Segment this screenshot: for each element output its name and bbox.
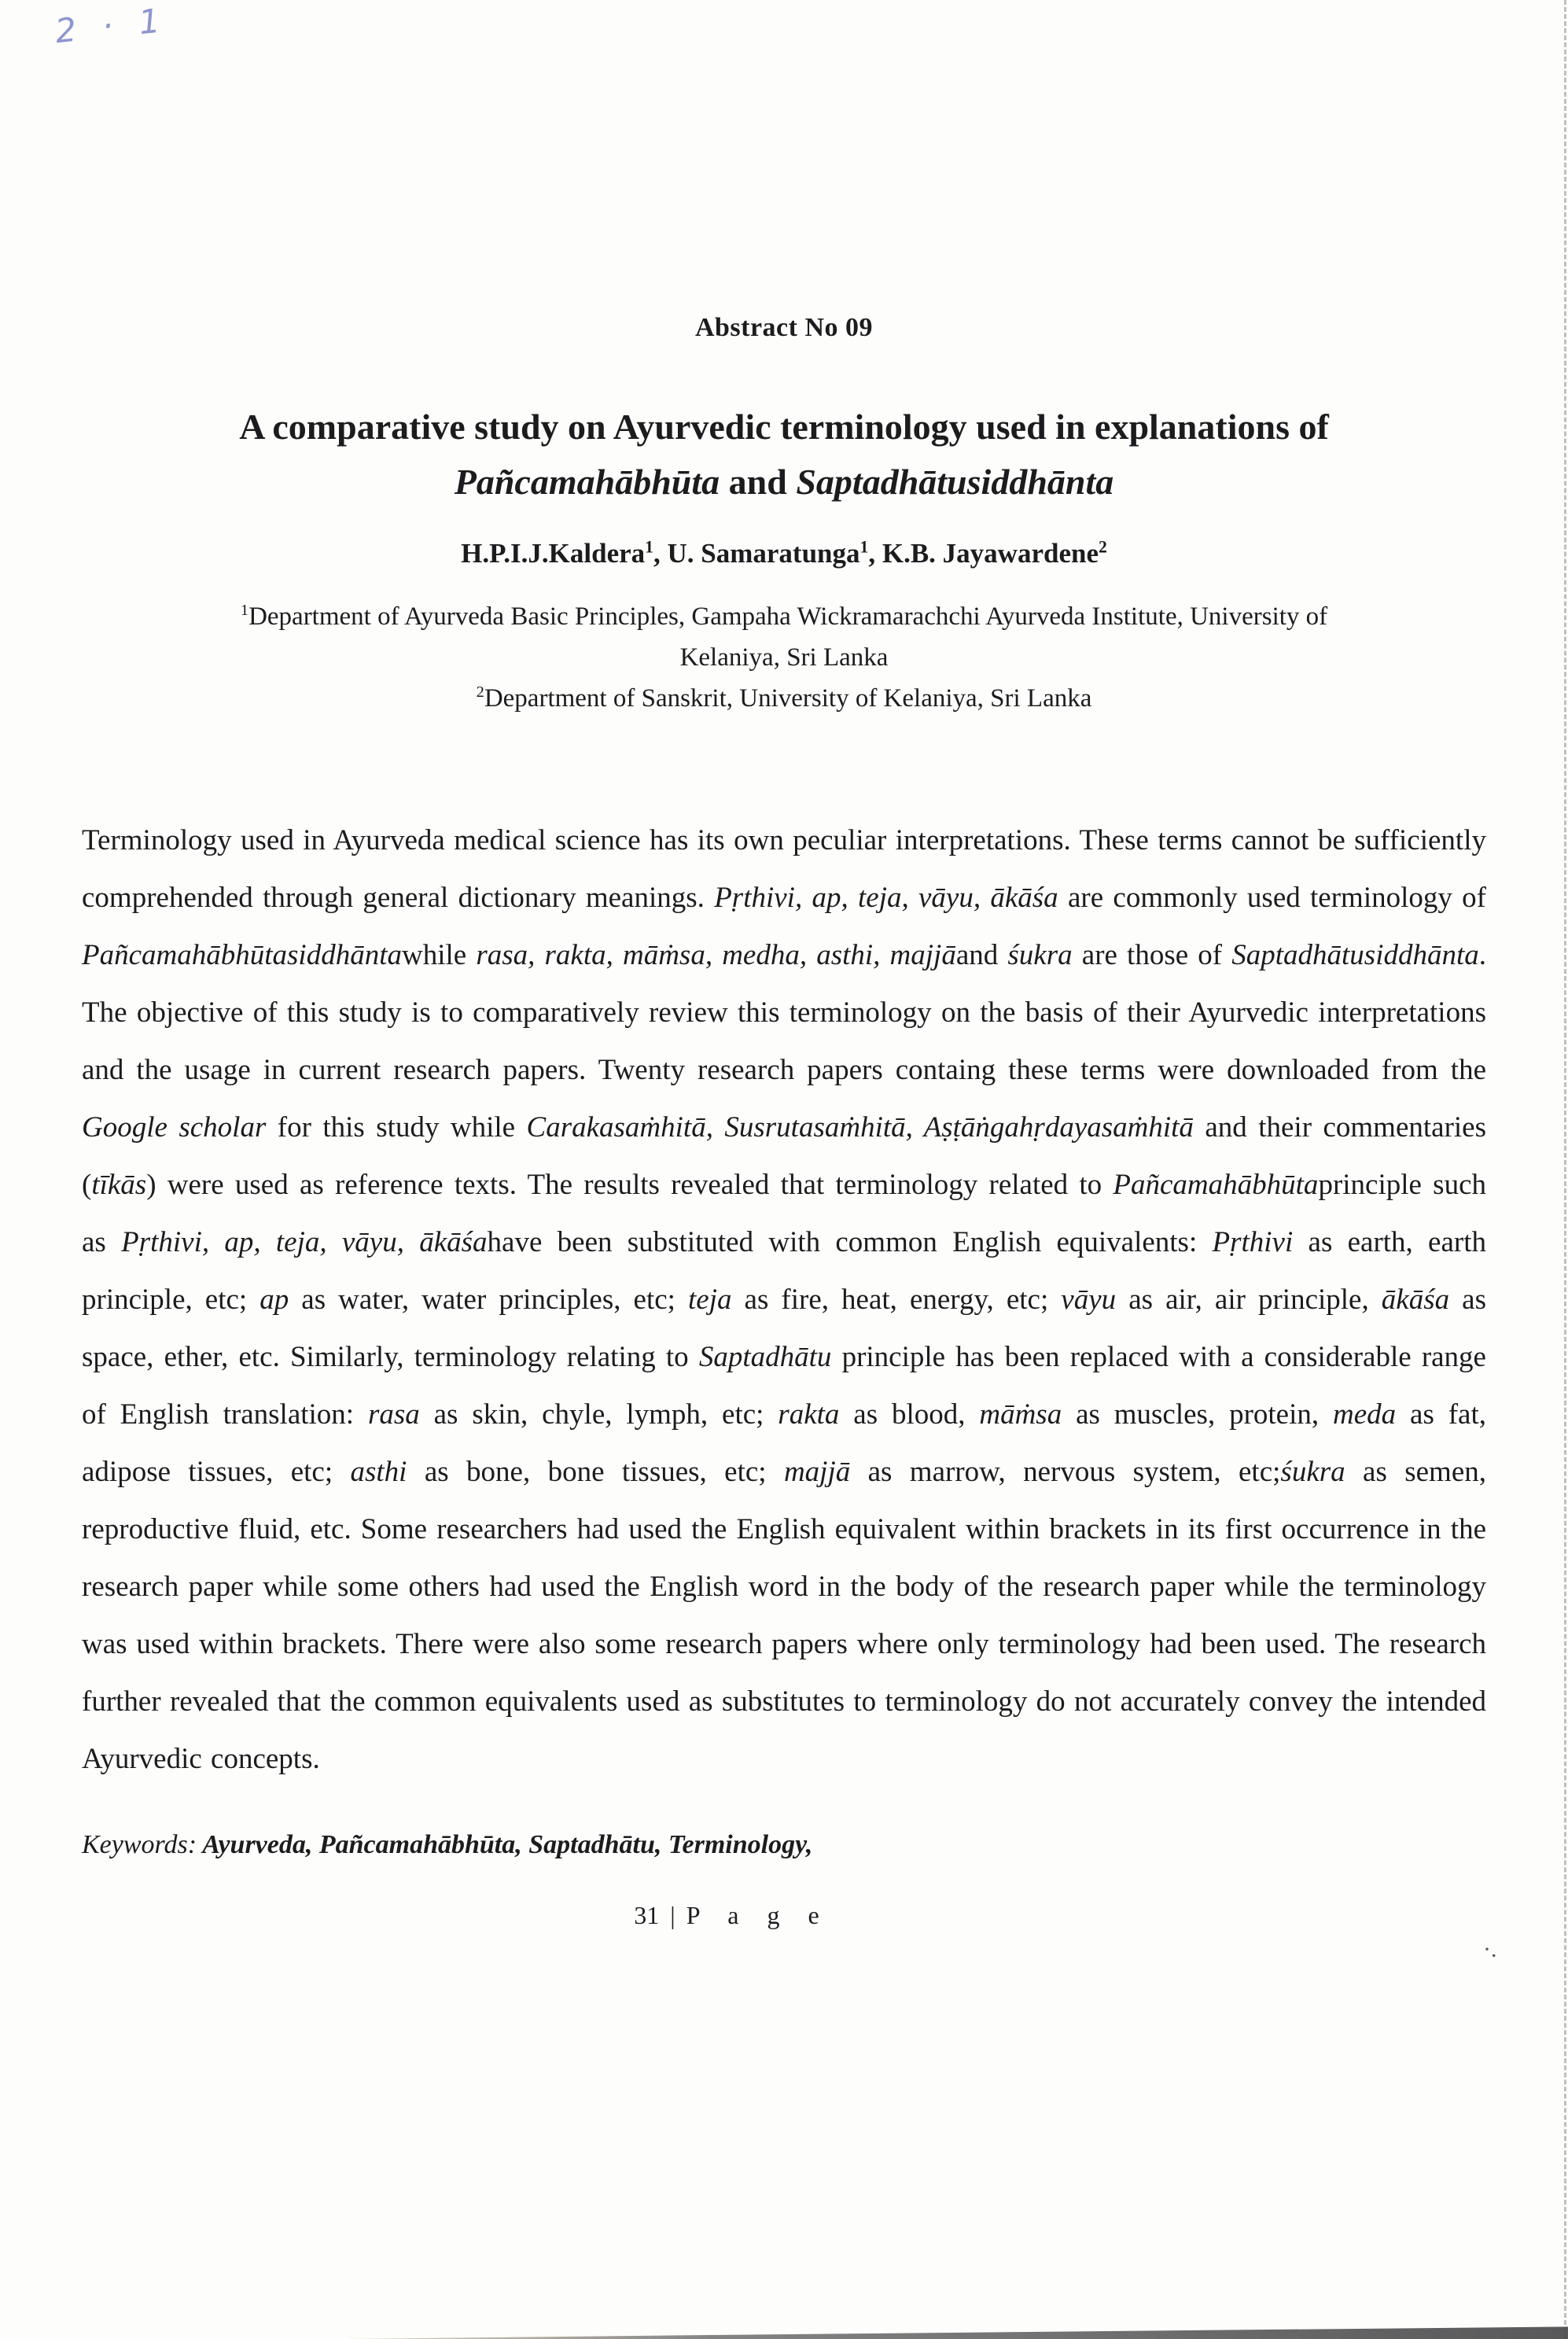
authors-line: H.P.I.J.Kaldera$^1$, U. Samaratunga$^1$, K.B. Jayawardene$^2$ <box>461 537 1107 569</box>
keywords-label: Keywords: <box>82 1830 197 1859</box>
scan-edge-artifact-right <box>1564 0 1566 2339</box>
footer-separator: | <box>670 1901 675 1929</box>
keywords-line <box>82 1830 1486 1860</box>
page-number: 31 <box>634 1901 660 1929</box>
page-footer <box>0 1901 1516 1930</box>
scan-edge-artifact-bottom <box>346 2326 1568 2339</box>
paper-title: A comparative study on Ayurvedic terminology used in explanations of Pañcamahābhūta and Saptadhātusiddhānta <box>239 407 1329 502</box>
stray-pen-mark: ·. <box>1483 1936 1497 1962</box>
abstract-number-heading: Abstract No 09 <box>694 313 874 342</box>
handwritten-annotation: 2 · 1 <box>53 0 170 51</box>
footer-page-word: P a g e <box>686 1901 830 1929</box>
affiliation-2: $^2$Department of Sanskrit, University of Kelaniya, Sri Lanka <box>476 683 1092 713</box>
affiliations-block <box>194 596 1374 719</box>
keywords-items: Ayurveda, Pañcamahābhūta, Saptadhātu, Terminology, <box>197 1830 813 1859</box>
affiliation-1: $^1$Department of Ayurveda Basic Principles, Gampaha Wickramarachchi Ayurveda Institute, University of Kelaniya, Sri Lanka <box>240 602 1328 672</box>
abstract-body: Terminology used in Ayurveda medical science has its own peculiar interpretations. These terms cannot be sufficiently comprehended through general dictionary meanings. Pṛthivi, ap, teja, vāyu, ākāśa are commonly used terminology of Pañcamahābhūtasiddhāntawhile rasa, rakta, māṁsa, medha, asthi, majjāand śukra are those of Saptadhātusiddhānta. The objective of this study is to comparatively review this terminology on the basis of their Ayurvedic interpretations and the usage in current research papers. Twenty research papers containg these terms were downloaded from the Google scholar for this study while Carakasaṁhitā, Susrutasaṁhitā, Aṣṭāṅgahṛdayasaṁhitā and their commentaries (tīkās) were used as reference texts. The results revealed that terminology related to Pañcamahābhūtaprinciple such as Pṛthivi, ap, teja, vāyu, ākāśahave been substituted with common English equivalents: Pṛthivi as earth, earth principle, etc; ap as water, water principles, etc; teja as fire, heat, energy, etc; vāyu as air, air principle, ākāśa as space, ether, etc. Similarly, terminology relating to Saptadhātu principle has been replaced with a considerable range of English translation: rasa as skin, chyle, lymph, etc; rakta as blood, māṁsa as muscles, protein, meda as fat, adipose tissues, etc; asthi as bone, bone tissues, etc; majjā as marrow, nervous system, etc;śukra as semen, reproductive fluid, etc. Some researchers had used the English equivalent within brackets in its first occurrence in the research paper while some others had used the English word in the body of the research paper while the terminology was used within brackets. There were also some research papers where only terminology had been used. The research further revealed that the common equivalents used as substitutes to terminology do not accurately convey the intended Ayurvedic concepts. <box>82 824 1487 1775</box>
